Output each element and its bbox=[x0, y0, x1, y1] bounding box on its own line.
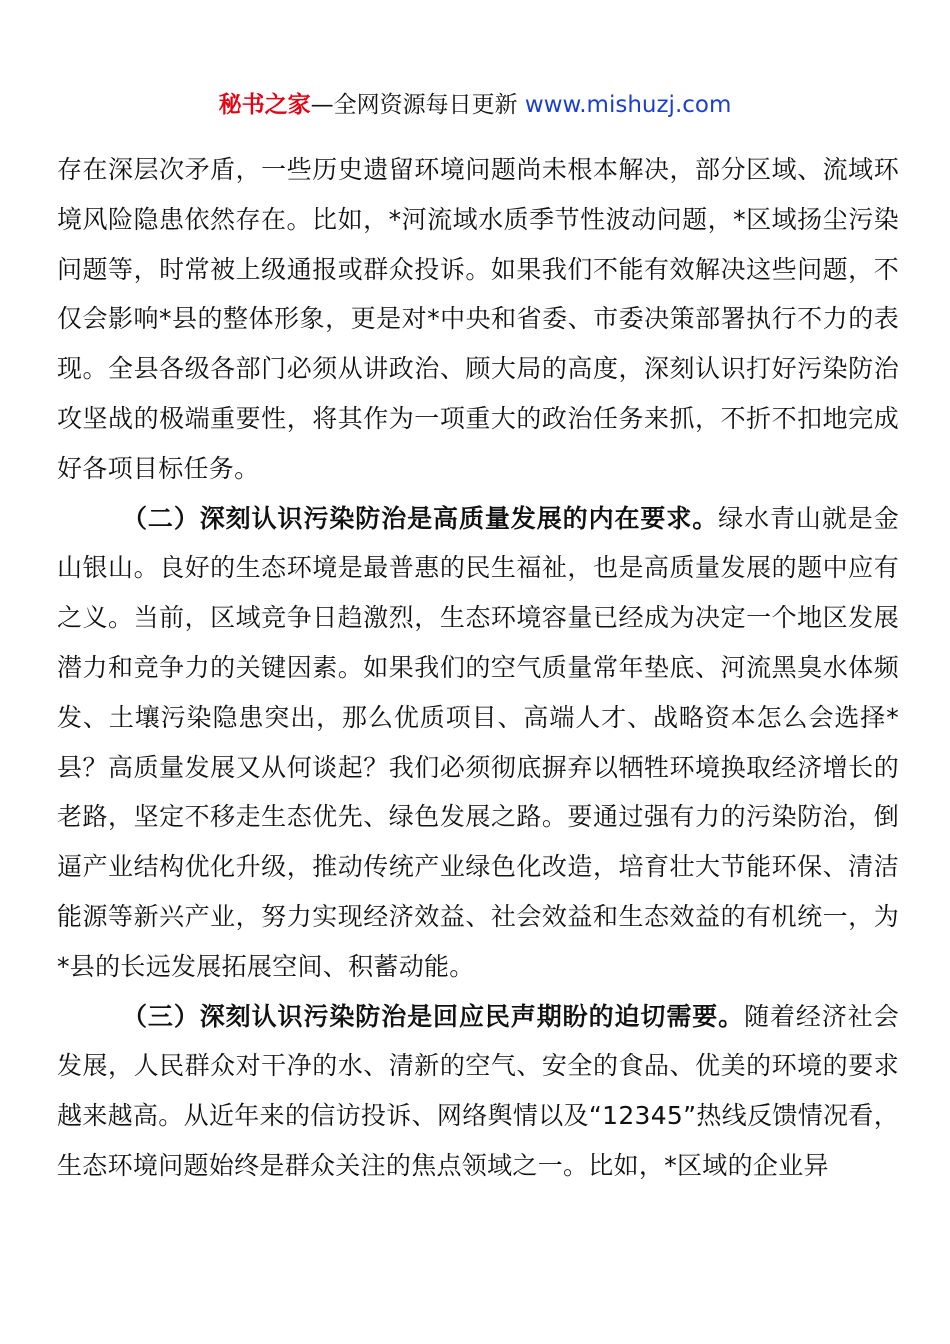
paragraph-3 bbox=[57, 992, 899, 1191]
document-body bbox=[57, 145, 899, 1191]
header-slogan: —全网资源每日更新 bbox=[310, 92, 525, 118]
paragraph-1-text: 存在深层次矛盾，一些历史遗留环境问题尚未根本解决，部分区域、流域环境风险隐患依然存在。比如，*河流域水质季节性波动问题，*区域扬尘污染问题等，时常被上级通报或群众投诉。如果我们不能有效解决这些问题，不仅会影响*县的整体形象，更是对*中央和省委、市委决策部署执行不力的表现。全县各级各部门必须从讲政治、顾大局的高度，深刻认识打好污染防治攻坚战的极端重要性，将其作为一项重大的政治任务来抓，不折不扣地完成好各项目标任务。 bbox=[57, 155, 899, 483]
paragraph-2-text: 绿水青山就是金山银山。良好的生态环境是最普惠的民生福祉，也是高质量发展的题中应有之义。当前，区域竞争日趋激烈，生态环境容量已经成为决定一个地区发展潜力和竞争力的关键因素。如果我们的空气质量常年垫底、河流黑臭水体频发、土壤污染隐患突出，那么优质项目、高端人才、战略资本怎么会选择*县？高质量发展又从何谈起？我们必须彻底摒弃以牺牲环境换取经济增长的老路，坚定不移走生态优先、绿色发展之路。要通过强有力的污染防治，倒逼产业结构优化升级，推动传统产业绿色化改造，培育壮大节能环保、清洁能源等新兴产业，努力实现经济效益、社会效益和生态效益的有机统一，为*县的长远发展拓展空间、积蓄动能。 bbox=[57, 503, 899, 981]
site-header bbox=[0, 88, 950, 122]
section-heading-2: （二）深刻认识污染防治是高质量发展的内在要求。 bbox=[122, 503, 719, 533]
paragraph-1 bbox=[57, 145, 899, 494]
paragraph-2 bbox=[57, 494, 899, 992]
brand-name: 秘书之家 bbox=[218, 92, 311, 118]
site-url-link[interactable]: www.mishuzj.com bbox=[524, 92, 732, 118]
paragraph-3-text: 随着经济社会发展，人民群众对干净的水、清新的空气、安全的食品、优美的环境的要求越来越高。从近年来的信访投诉、网络舆情以及“12345”热线反馈情况看，生态环境问题始终是群众关注的焦点领域之一。比如，*区域的企业异 bbox=[57, 1001, 899, 1180]
section-heading-3: （三）深刻认识污染防治是回应民声期盼的迫切需要。 bbox=[122, 1001, 745, 1031]
